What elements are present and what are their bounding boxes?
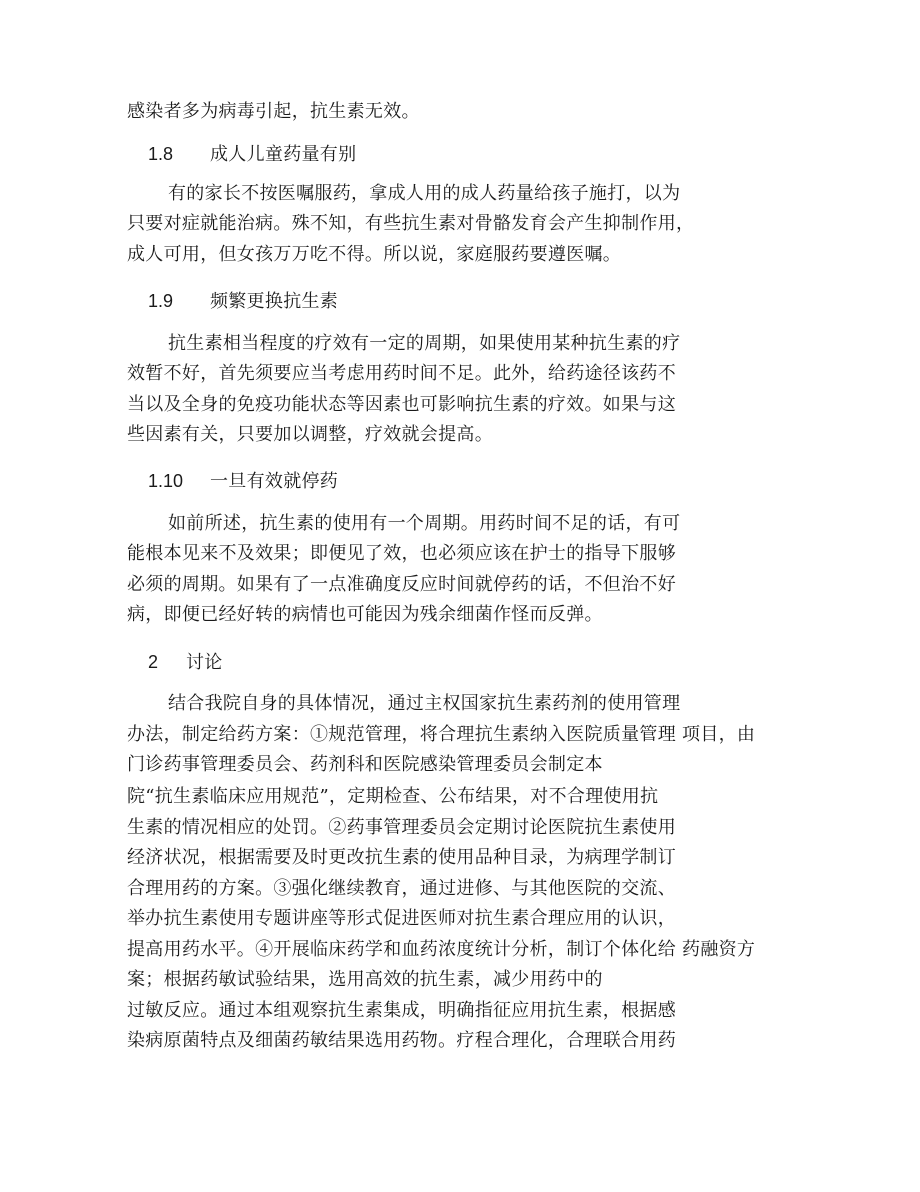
- section-title: 成人儿童药量有别: [210, 144, 357, 165]
- section-heading-1-8: [148, 142, 356, 167]
- paragraph-line: 成人可用，但女孩万万吃不得。所以说，家庭服药要遵医嘱。: [127, 244, 622, 265]
- paragraph-line: 病，即便已经好转的病情也可能因为残余细菌作怪而反弹。: [127, 604, 603, 625]
- paragraph-line: 如前所述，抗生素的使用有一个周期。用药时间不足的话，有可: [168, 513, 681, 534]
- paragraph-line: 合理用药的方案。③强化继续教育，通过进修、与其他医院的交流、: [127, 878, 676, 899]
- paragraph-line: 办法，制定给药方案：①规范管理，将合理抗生素纳入医院质量管理 项目，由: [127, 724, 756, 745]
- paragraph-line: 只要对症就能治病。殊不知，有些抗生素对骨骼发育会产生抑制作用，: [127, 213, 695, 234]
- paragraph-line: 必须的周期。如果有了一点准确度反应时间就停药的话，不但治不好: [127, 574, 676, 595]
- section-title: 一旦有效就停药: [210, 471, 339, 492]
- paragraph-line: 染病原菌特点及细菌药敏结果选用药物。疗程合理化，合理联合用药: [127, 1030, 676, 1051]
- section-heading-1-10: [148, 469, 338, 494]
- section-heading-1-9: [148, 289, 338, 314]
- paragraph-line: 举办抗生素使用专题讲座等形式促进医师对抗生素合理应用的认识，: [127, 908, 676, 929]
- section-title: 讨论: [186, 652, 223, 673]
- paragraph-line: 些因素有关，只要加以调整，疗效就会提高。: [127, 424, 493, 445]
- paragraph-line: 当以及全身的免疫功能状态等因素也可影响抗生素的疗效。如果与这: [127, 394, 676, 415]
- paragraph-line: 能根本见来不及效果；即便见了效，也必须应该在护士的指导下服够: [127, 543, 676, 564]
- section-heading-2: [148, 650, 223, 675]
- paragraph-line: 门诊药事管理委员会、药剂科和医院感染管理委员会制定本: [127, 754, 603, 775]
- paragraph-line: 有的家长不按医嘱服药，拿成人用的成人药量给孩子施打，以为: [168, 183, 681, 204]
- section-number: 2: [148, 652, 159, 672]
- paragraph-line: 经济状况，根据需要及时更改抗生素的使用品种目录，为病理学制订: [127, 847, 676, 868]
- section-title: 频繁更换抗生素: [210, 291, 339, 312]
- section-number: 1.10: [148, 471, 184, 491]
- paragraph-line: 提高用药水平。④开展临床药学和血药浓度统计分析，制订个体化给 药融资方: [127, 939, 756, 960]
- paragraph-line: 生素的情况相应的处罚。②药事管理委员会定期讨论医院抗生素使用: [127, 817, 676, 838]
- paragraph-line: 结合我院自身的具体情况，通过主权国家抗生素药剂的使用管理: [168, 693, 681, 714]
- section-number: 1.8: [148, 144, 174, 164]
- paragraph-line: 院“抗生素临床应用规范”，定期检查、公布结果，对不合理使用抗: [127, 786, 659, 807]
- paragraph-line: 效暂不好，首先须要应当考虑用药时间不足。此外，给药途径该药不: [127, 363, 676, 384]
- paragraph-line: 案；根据药敏试验结果，选用高效的抗生素，减少用药中的: [127, 969, 603, 990]
- paragraph-line: 过敏反应。通过本组观察抗生素集成，明确指征应用抗生素，根据感: [127, 1000, 676, 1021]
- section-number: 1.9: [148, 291, 174, 311]
- intro-line: 感染者多为病毒引起，抗生素无效。: [127, 101, 420, 122]
- paragraph-line: 抗生素相当程度的疗效有一定的周期，如果使用某种抗生素的疗: [168, 333, 681, 354]
